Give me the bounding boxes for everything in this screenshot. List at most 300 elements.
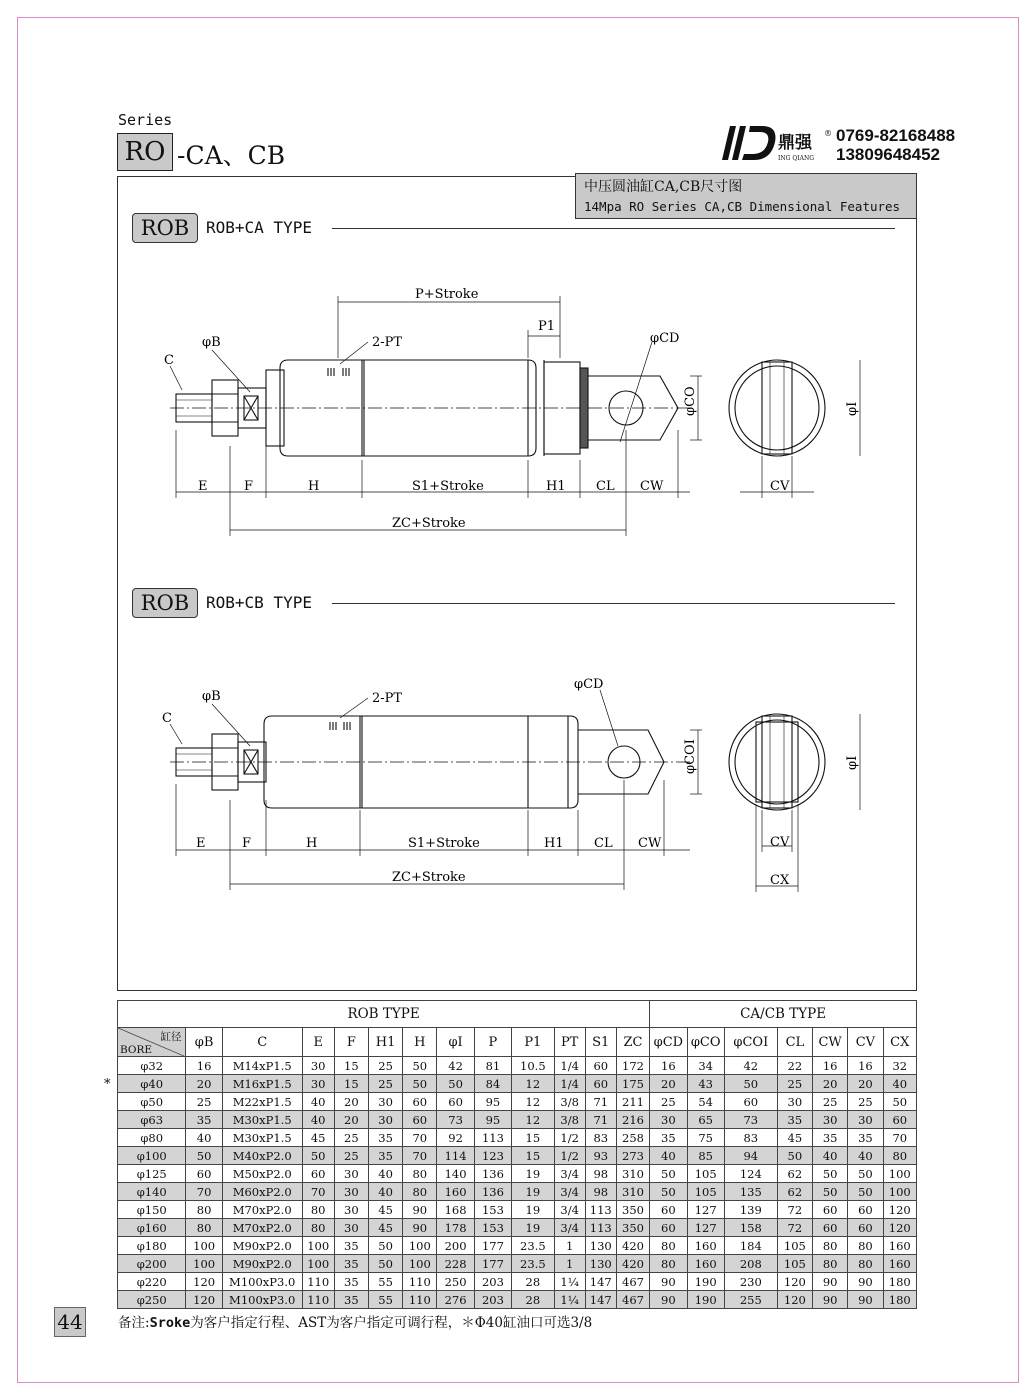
corner-label-en: BORE: [120, 1044, 153, 1056]
table-cell: 40: [848, 1147, 883, 1165]
table-cell: 12: [512, 1075, 555, 1093]
table-cell: 100: [302, 1237, 334, 1255]
footnote-keyword: Sroke: [149, 1315, 191, 1331]
col-header: E: [302, 1028, 334, 1057]
star-mark: *: [104, 1077, 111, 1092]
table-cell: 114: [437, 1147, 474, 1165]
table-cell: 60: [883, 1111, 916, 1129]
table-cell: 30: [650, 1111, 687, 1129]
table-cell: 350: [616, 1219, 649, 1237]
table-cell: 83: [724, 1129, 777, 1147]
table-cell: M30xP1.5: [222, 1129, 302, 1147]
bore-cell: φ100: [118, 1147, 186, 1165]
table-cell: 158: [724, 1219, 777, 1237]
table-cell: 255: [724, 1291, 777, 1309]
table-cell: 80: [186, 1201, 222, 1219]
table-cell: 60: [813, 1219, 848, 1237]
table-cell: 1: [554, 1237, 585, 1255]
table-cell: 30: [302, 1057, 334, 1075]
dim-f-cb: F: [242, 836, 252, 851]
table-cell: 35: [334, 1291, 368, 1309]
table-cell: 60: [585, 1075, 616, 1093]
table-cell: 60: [650, 1219, 687, 1237]
dim-cd-cb: φCD: [574, 677, 604, 692]
table-cell: 50: [302, 1147, 334, 1165]
table-cell: 50: [403, 1075, 437, 1093]
table-cell: 310: [616, 1165, 649, 1183]
table-cell: 40: [650, 1147, 687, 1165]
table-cell: 35: [334, 1273, 368, 1291]
table-cell: 45: [302, 1129, 334, 1147]
table-cell: 80: [883, 1147, 916, 1165]
phone-2: 13809648452: [836, 145, 941, 164]
table-cell: 1/4: [554, 1075, 585, 1093]
table-cell: 105: [777, 1255, 812, 1273]
bore-cell: φ250: [118, 1291, 186, 1309]
dim-h: H: [308, 479, 320, 494]
table-row: [118, 1237, 917, 1255]
table-cell: 3/8: [554, 1111, 585, 1129]
table-cell: 3/4: [554, 1183, 585, 1201]
table-cell: 147: [585, 1273, 616, 1291]
table-cell: 30: [334, 1219, 368, 1237]
table-cell: 90: [848, 1291, 883, 1309]
table-cell: 25: [368, 1075, 402, 1093]
table-cell: 178: [437, 1219, 474, 1237]
drawing-title-box: [575, 173, 917, 219]
dim-s1-stroke: S1+Stroke: [412, 479, 484, 494]
table-cell: 30: [777, 1093, 812, 1111]
table-cell: M100xP3.0: [222, 1291, 302, 1309]
table-cell: 127: [687, 1201, 724, 1219]
table-cell: 80: [848, 1237, 883, 1255]
col-header: φCOI: [724, 1028, 777, 1057]
table-cell: 50: [813, 1183, 848, 1201]
brand-name-cn: 鼎强: [778, 133, 812, 153]
table-cell: 100: [883, 1183, 916, 1201]
table-cell: 160: [687, 1237, 724, 1255]
col-header: PT: [554, 1028, 585, 1057]
table-cell: 12: [512, 1093, 555, 1111]
table-cell: 16: [650, 1057, 687, 1075]
dim-e-cb: E: [196, 836, 206, 851]
table-cell: 40: [302, 1111, 334, 1129]
table-cell: 60: [724, 1093, 777, 1111]
dim-cv-cb: CV: [770, 835, 790, 850]
table-cell: 467: [616, 1291, 649, 1309]
table-cell: 160: [883, 1255, 916, 1273]
dim-b: φB: [202, 335, 221, 350]
table-cell: 62: [777, 1165, 812, 1183]
table-group-rob: ROB TYPE: [118, 1001, 650, 1028]
table-cell: 100: [302, 1255, 334, 1273]
table-cell: 168: [437, 1201, 474, 1219]
dim-s1-stroke-cb: S1+Stroke: [408, 836, 480, 851]
table-cell: 113: [585, 1219, 616, 1237]
table-cell: 40: [813, 1147, 848, 1165]
table-cell: 19: [512, 1201, 555, 1219]
table-cell: 80: [302, 1219, 334, 1237]
table-cell: 80: [186, 1219, 222, 1237]
table-cell: 81: [474, 1057, 511, 1075]
table-cell: 15: [334, 1075, 368, 1093]
table-cell: 50: [848, 1165, 883, 1183]
series-code-badge: RO: [117, 133, 173, 171]
table-cell: 230: [724, 1273, 777, 1291]
table-cell: 120: [186, 1273, 222, 1291]
table-cell: 70: [403, 1129, 437, 1147]
table-cell: 90: [650, 1291, 687, 1309]
table-cell: 100: [403, 1255, 437, 1273]
table-cell: 60: [403, 1093, 437, 1111]
table-cell: 50: [437, 1075, 474, 1093]
table-cell: 50: [368, 1237, 402, 1255]
col-header: φCD: [650, 1028, 687, 1057]
table-cell: M70xP2.0: [222, 1201, 302, 1219]
table-cell: 35: [368, 1147, 402, 1165]
table-cell: 25: [650, 1093, 687, 1111]
table-cell: 90: [403, 1201, 437, 1219]
table-cell: 85: [687, 1147, 724, 1165]
table-row: [118, 1075, 917, 1093]
dim-cv: CV: [770, 479, 790, 494]
col-header: H: [403, 1028, 437, 1057]
table-cell: 98: [585, 1165, 616, 1183]
table-cell: 25: [334, 1129, 368, 1147]
dim-cw-cb: CW: [638, 836, 662, 851]
svg-text:®: ®: [824, 129, 832, 138]
table-cell: 60: [848, 1201, 883, 1219]
table-cell: 276: [437, 1291, 474, 1309]
table-cell: 1/4: [554, 1057, 585, 1075]
table-cell: 75: [687, 1129, 724, 1147]
brand-logo-mark: [720, 122, 832, 168]
table-cell: 203: [474, 1291, 511, 1309]
table-row: [118, 1273, 917, 1291]
table-cell: 70: [186, 1183, 222, 1201]
table-cell: 95: [474, 1111, 511, 1129]
table-cell: 139: [724, 1201, 777, 1219]
table-cell: 60: [437, 1093, 474, 1111]
table-cell: 90: [813, 1291, 848, 1309]
dim-cl: CL: [596, 479, 615, 494]
table-cell: 60: [585, 1057, 616, 1075]
table-cell: 98: [585, 1183, 616, 1201]
table-cell: 30: [368, 1111, 402, 1129]
footnote-prefix: 备注:: [118, 1315, 150, 1331]
table-cell: 45: [368, 1219, 402, 1237]
table-cell: 203: [474, 1273, 511, 1291]
table-cell: 100: [403, 1237, 437, 1255]
drawing-rob-ca: [150, 280, 890, 540]
table-cell: 35: [650, 1129, 687, 1147]
col-header: H1: [368, 1028, 402, 1057]
table-cell: 208: [724, 1255, 777, 1273]
table-cell: 153: [474, 1219, 511, 1237]
table-cell: M50xP2.0: [222, 1165, 302, 1183]
table-cell: 60: [302, 1165, 334, 1183]
col-header: φI: [437, 1028, 474, 1057]
table-cell: 113: [585, 1201, 616, 1219]
bore-cell: φ125: [118, 1165, 186, 1183]
bore-cell: φ40: [118, 1075, 186, 1093]
table-cell: 113: [474, 1129, 511, 1147]
table-cell: 140: [437, 1165, 474, 1183]
dim-coi: φCOI: [683, 739, 698, 774]
col-header: CW: [813, 1028, 848, 1057]
table-cell: 467: [616, 1273, 649, 1291]
table-cell: 25: [848, 1093, 883, 1111]
table-cell: 10.5: [512, 1057, 555, 1075]
col-header: F: [334, 1028, 368, 1057]
table-cell: 184: [724, 1237, 777, 1255]
table-cell: 1¼: [554, 1291, 585, 1309]
table-cell: 50: [813, 1165, 848, 1183]
col-header: φCO: [687, 1028, 724, 1057]
table-cell: M22xP1.5: [222, 1093, 302, 1111]
table-cell: 273: [616, 1147, 649, 1165]
table-row: [118, 1183, 917, 1201]
dim-f: F: [244, 479, 254, 494]
table-cell: 93: [585, 1147, 616, 1165]
col-header: S1: [585, 1028, 616, 1057]
table-cell: 70: [403, 1147, 437, 1165]
dim-p1: P1: [538, 319, 556, 334]
table-cell: 71: [585, 1093, 616, 1111]
contact-phones: [836, 126, 955, 164]
footnote: [118, 1311, 592, 1331]
table-cell: 120: [883, 1219, 916, 1237]
table-cell: M60xP2.0: [222, 1183, 302, 1201]
section-cb-code: ROB: [132, 588, 198, 618]
dim-b-cb: φB: [202, 689, 221, 704]
table-cell: 35: [368, 1129, 402, 1147]
table-cell: 15: [334, 1057, 368, 1075]
table-cell: 80: [302, 1201, 334, 1219]
col-header: ZC: [616, 1028, 649, 1057]
table-cell: 110: [403, 1291, 437, 1309]
bore-cell: φ200: [118, 1255, 186, 1273]
table-cell: 42: [724, 1057, 777, 1075]
table-cell: 60: [813, 1201, 848, 1219]
table-cell: 28: [512, 1273, 555, 1291]
table-cell: 3/4: [554, 1219, 585, 1237]
bore-cell: φ150: [118, 1201, 186, 1219]
table-cell: 83: [585, 1129, 616, 1147]
table-cell: 54: [687, 1093, 724, 1111]
dim-h-cb: H: [306, 836, 318, 851]
table-cell: 20: [334, 1093, 368, 1111]
table-cell: 94: [724, 1147, 777, 1165]
table-cell: 35: [777, 1111, 812, 1129]
table-cell: 120: [777, 1291, 812, 1309]
bore-cell: φ50: [118, 1093, 186, 1111]
section-cb-label: ROB+CB TYPE: [206, 593, 312, 612]
bore-cell: φ160: [118, 1219, 186, 1237]
table-cell: 20: [848, 1075, 883, 1093]
table-cell: 50: [724, 1075, 777, 1093]
table-row: [118, 1219, 917, 1237]
table-cell: 110: [302, 1291, 334, 1309]
table-cell: 100: [186, 1255, 222, 1273]
table-column-headers: [118, 1028, 917, 1057]
col-header: φB: [186, 1028, 222, 1057]
table-cell: 3/4: [554, 1201, 585, 1219]
table-cell: 30: [334, 1201, 368, 1219]
table-cell: 3/4: [554, 1165, 585, 1183]
dim-zc-stroke: ZC+Stroke: [392, 516, 466, 531]
table-cell: 160: [687, 1255, 724, 1273]
spec-table: [117, 1000, 917, 1309]
table-cell: 120: [186, 1291, 222, 1309]
dim-i-cb: φI: [845, 755, 860, 770]
table-cell: 62: [777, 1183, 812, 1201]
col-header: CV: [848, 1028, 883, 1057]
col-header: CL: [777, 1028, 812, 1057]
table-cell: 25: [186, 1093, 222, 1111]
dim-h1-cb: H1: [544, 836, 564, 851]
table-cell: 84: [474, 1075, 511, 1093]
table-row: [118, 1129, 917, 1147]
table-cell: 105: [687, 1183, 724, 1201]
table-cell: M16xP1.5: [222, 1075, 302, 1093]
table-cell: 175: [616, 1075, 649, 1093]
section-cb-rule: [332, 603, 895, 604]
bore-cell: φ220: [118, 1273, 186, 1291]
table-cell: 45: [777, 1129, 812, 1147]
dim-c-cb: C: [162, 711, 172, 726]
table-cell: M40xP2.0: [222, 1147, 302, 1165]
table-cell: 228: [437, 1255, 474, 1273]
table-cell: 216: [616, 1111, 649, 1129]
drawing-title-en: 14Mpa RO Series CA,CB Dimensional Features: [584, 199, 901, 214]
dim-2-pt-cb: 2-PT: [372, 691, 403, 706]
table-cell: 90: [813, 1273, 848, 1291]
table-cell: 35: [848, 1129, 883, 1147]
table-cell: 35: [334, 1255, 368, 1273]
table-cell: M90xP2.0: [222, 1237, 302, 1255]
table-cell: 90: [650, 1273, 687, 1291]
phone-1: 0769-82168488: [836, 126, 956, 145]
bore-cell: φ180: [118, 1237, 186, 1255]
table-cell: 50: [848, 1183, 883, 1201]
table-cell: 136: [474, 1165, 511, 1183]
table-cell: 80: [403, 1165, 437, 1183]
table-row: [118, 1255, 917, 1273]
table-cell: 50: [186, 1147, 222, 1165]
dim-h1: H1: [546, 479, 566, 494]
table-cell: 16: [186, 1057, 222, 1075]
table-cell: 80: [813, 1255, 848, 1273]
table-row: [118, 1201, 917, 1219]
table-cell: 72: [777, 1201, 812, 1219]
table-cell: 12: [512, 1111, 555, 1129]
table-cell: 120: [883, 1201, 916, 1219]
table-cell: 60: [650, 1201, 687, 1219]
table-cell: 60: [403, 1111, 437, 1129]
table-cell: 30: [334, 1183, 368, 1201]
table-cell: M70xP2.0: [222, 1219, 302, 1237]
table-row: [118, 1165, 917, 1183]
dim-cw: CW: [640, 479, 664, 494]
table-cell: 200: [437, 1237, 474, 1255]
table-cell: 190: [687, 1273, 724, 1291]
table-cell: 40: [883, 1075, 916, 1093]
table-cell: 30: [302, 1075, 334, 1093]
dim-e: E: [198, 479, 208, 494]
table-cell: 30: [334, 1165, 368, 1183]
table-cell: 15: [512, 1129, 555, 1147]
table-cell: 23.5: [512, 1255, 555, 1273]
table-cell: 20: [186, 1075, 222, 1093]
table-cell: 127: [687, 1219, 724, 1237]
dim-cd: φCD: [650, 331, 680, 346]
table-cell: 3/8: [554, 1093, 585, 1111]
table-cell: 25: [368, 1057, 402, 1075]
table-cell: 1¼: [554, 1273, 585, 1291]
table-cell: 258: [616, 1129, 649, 1147]
table-cell: 80: [403, 1183, 437, 1201]
dim-p-stroke: P+Stroke: [415, 287, 479, 302]
table-cell: M90xP2.0: [222, 1255, 302, 1273]
table-cell: 70: [302, 1183, 334, 1201]
table-cell: 30: [368, 1093, 402, 1111]
table-cell: 55: [368, 1291, 402, 1309]
col-header: CX: [883, 1028, 916, 1057]
table-cell: 180: [883, 1273, 916, 1291]
table-cell: 90: [848, 1273, 883, 1291]
table-cell: 35: [334, 1237, 368, 1255]
table-cell: 160: [883, 1237, 916, 1255]
table-cell: 32: [883, 1057, 916, 1075]
table-cell: 50: [403, 1057, 437, 1075]
table-cell: 35: [813, 1129, 848, 1147]
table-row: [118, 1057, 917, 1075]
table-cell: 65: [687, 1111, 724, 1129]
table-cell: 60: [848, 1219, 883, 1237]
section-ca-code: ROB: [132, 213, 198, 243]
table-cell: 180: [883, 1291, 916, 1309]
table-cell: 20: [650, 1075, 687, 1093]
table-cell: 25: [334, 1147, 368, 1165]
table-cell: M14xP1.5: [222, 1057, 302, 1075]
table-cell: 130: [585, 1255, 616, 1273]
table-cell: 172: [616, 1057, 649, 1075]
table-cell: 100: [883, 1165, 916, 1183]
table-cell: 70: [883, 1129, 916, 1147]
dim-i: φI: [845, 401, 860, 416]
table-cell: 100: [186, 1237, 222, 1255]
table-cell: 124: [724, 1165, 777, 1183]
table-cell: 25: [777, 1075, 812, 1093]
table-cell: 80: [650, 1255, 687, 1273]
col-header: P: [474, 1028, 511, 1057]
table-cell: 110: [302, 1273, 334, 1291]
footnote-text: 为客户指定行程、AST为客户指定可调行程，＊Φ40缸油口可选3/8: [190, 1315, 593, 1331]
dim-2-pt: 2-PT: [372, 335, 403, 350]
table-cell: 147: [585, 1291, 616, 1309]
table-cell: 250: [437, 1273, 474, 1291]
table-cell: 16: [848, 1057, 883, 1075]
bore-cell: φ63: [118, 1111, 186, 1129]
dim-cl-cb: CL: [594, 836, 613, 851]
bore-cell: φ80: [118, 1129, 186, 1147]
table-group-cacb: CA/CB TYPE: [650, 1001, 917, 1028]
table-cell: 50: [883, 1093, 916, 1111]
table-cell: 50: [368, 1255, 402, 1273]
table-row: [118, 1111, 917, 1129]
section-ca-label: ROB+CA TYPE: [206, 218, 312, 237]
